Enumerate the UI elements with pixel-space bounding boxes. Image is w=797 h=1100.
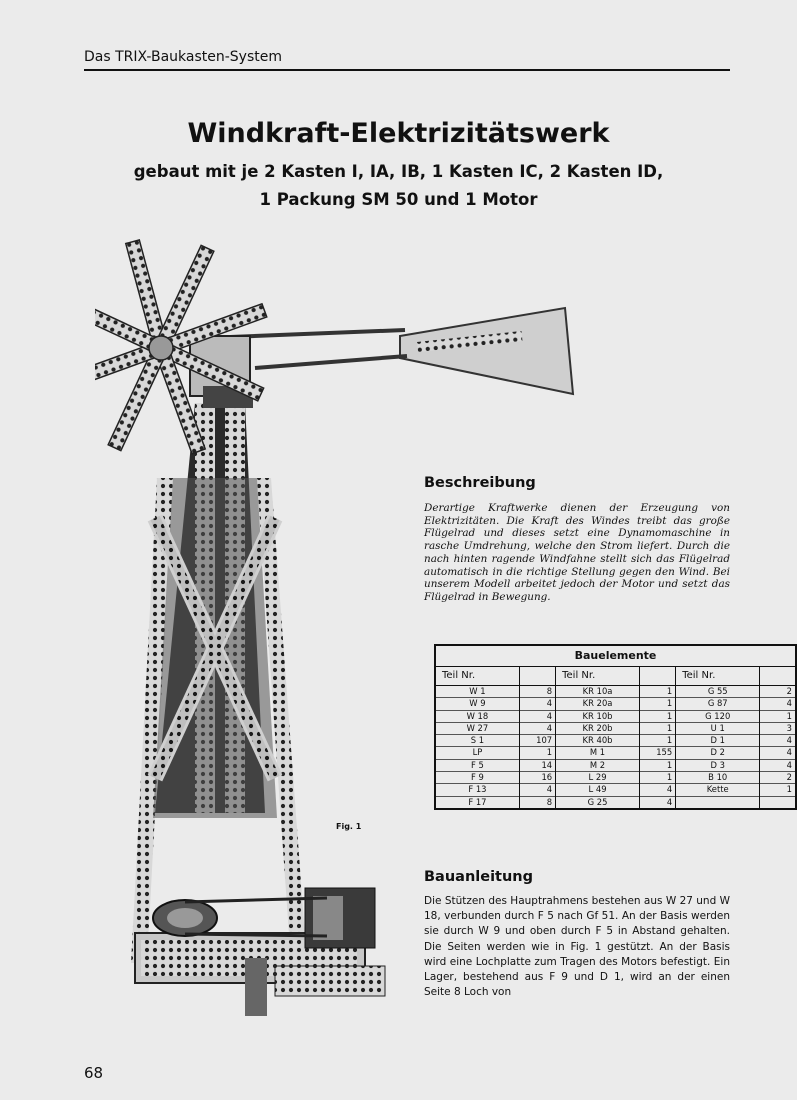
- part-quantity-cell: 4: [519, 722, 555, 734]
- part-number-cell: W 18: [435, 710, 519, 722]
- part-quantity-cell: 1: [639, 710, 675, 722]
- table-row: [435, 784, 796, 796]
- subtitle-line-2: 1 Packung SM 50 und 1 Motor: [259, 190, 538, 209]
- part-quantity-cell: 4: [519, 698, 555, 710]
- part-number-cell: KR 10a: [556, 686, 640, 698]
- part-quantity-cell: 1: [760, 784, 796, 796]
- part-quantity-cell: 2: [760, 686, 796, 698]
- page-number: 68: [84, 1064, 104, 1082]
- part-number-cell: G 120: [676, 710, 760, 722]
- column-header: Teil Nr.: [435, 667, 519, 686]
- part-number-cell: L 29: [556, 772, 640, 784]
- running-header: Das TRIX-Baukasten-System: [84, 49, 282, 65]
- table-row: [435, 796, 796, 809]
- part-number-cell: D 3: [676, 759, 760, 771]
- part-number-cell: W 1: [435, 686, 519, 698]
- part-number-cell: F 5: [435, 759, 519, 771]
- part-number-cell: KR 40b: [556, 735, 640, 747]
- subtitle-line-1: gebaut mit je 2 Kasten I, IA, IB, 1 Kasten IC, 2 Kasten ID,: [133, 162, 664, 181]
- part-quantity-cell: 1: [639, 698, 675, 710]
- part-quantity-cell: 8: [519, 796, 555, 809]
- part-number-cell: S 1: [435, 735, 519, 747]
- part-number-cell: W 9: [435, 698, 519, 710]
- header-rule: [84, 69, 730, 71]
- part-number-cell: G 87: [676, 698, 760, 710]
- column-header: Teil Nr.: [556, 667, 640, 686]
- part-quantity-cell: 1: [639, 686, 675, 698]
- column-header: Teil Nr.: [676, 667, 760, 686]
- part-quantity-cell: 4: [760, 747, 796, 759]
- table-row: [435, 686, 796, 698]
- table-row: [435, 747, 796, 759]
- part-quantity-cell: 1: [639, 759, 675, 771]
- part-number-cell: KR 20b: [556, 722, 640, 734]
- part-number-cell: D 1: [676, 735, 760, 747]
- part-quantity-cell: 1: [639, 735, 675, 747]
- part-number-cell: LP: [435, 747, 519, 759]
- table-row: [435, 722, 796, 734]
- instructions-text: Die Stützen des Hauptrahmens bestehen aus W 27 und W 18, verbunden durch F 5 nach Gf 51. An der Basis werden sie durch W 9 und oben durch F 5 in Abstand gehalten. Die Seiten werden wie in Fig. 1 gestützt. An der Basis wird eine Lochplatte zum Tragen des Motors befestigt. Ein Lager, bestehend aus F 9 und D 1, wird an der einen Seite 8 Loch von: [424, 895, 730, 999]
- part-number-cell: M 2: [556, 759, 640, 771]
- part-quantity-cell: 4: [760, 698, 796, 710]
- part-quantity-cell: [760, 796, 796, 809]
- part-quantity-cell: 1: [639, 722, 675, 734]
- part-quantity-cell: 4: [639, 796, 675, 809]
- part-number-cell: D 2: [676, 747, 760, 759]
- table-row: [435, 710, 796, 722]
- part-number-cell: W 27: [435, 722, 519, 734]
- parts-table-caption: Bauelemente: [435, 645, 796, 667]
- parts-table: [434, 644, 797, 810]
- description-heading: Beschreibung: [424, 475, 536, 491]
- part-number-cell: G 25: [556, 796, 640, 809]
- part-quantity-cell: 4: [760, 759, 796, 771]
- part-number-cell: F 13: [435, 784, 519, 796]
- part-quantity-cell: 2: [760, 772, 796, 784]
- part-number-cell: [676, 796, 760, 809]
- part-number-cell: KR 10b: [556, 710, 640, 722]
- part-quantity-cell: 14: [519, 759, 555, 771]
- table-row: [435, 735, 796, 747]
- part-quantity-cell: 4: [519, 710, 555, 722]
- part-number-cell: G 55: [676, 686, 760, 698]
- part-number-cell: B 10: [676, 772, 760, 784]
- part-quantity-cell: 1: [519, 747, 555, 759]
- part-number-cell: M 1: [556, 747, 640, 759]
- part-number-cell: U 1: [676, 722, 760, 734]
- part-quantity-cell: 1: [760, 710, 796, 722]
- part-quantity-cell: 155: [639, 747, 675, 759]
- part-quantity-cell: 4: [760, 735, 796, 747]
- part-number-cell: KR 20a: [556, 698, 640, 710]
- instructions-heading: Bauanleitung: [424, 869, 533, 885]
- page-title: Windkraft-Elektrizitätswerk: [187, 118, 610, 149]
- table-row: [435, 759, 796, 771]
- part-quantity-cell: 16: [519, 772, 555, 784]
- part-number-cell: L 49: [556, 784, 640, 796]
- part-number-cell: Kette: [676, 784, 760, 796]
- description-text: Derartige Kraftwerke dienen der Erzeugung von Elektrizitäten. Die Kraft des Windes treibt das große Flügelrad und dieses setzt eine Dynamomaschine in rasche Umdrehung, welche den Strom liefert. Durch die nach hinten ragende Windfahne stellt sich das Flügelrad automatisch in die richtige Stellung gegen den Wind. Bei unserem Modell arbeitet jedoch der Motor und setzt das Flügelrad in Bewegung.: [424, 502, 730, 603]
- part-quantity-cell: 8: [519, 686, 555, 698]
- figure-label: Fig. 1: [336, 822, 362, 831]
- part-quantity-cell: 4: [639, 784, 675, 796]
- part-quantity-cell: 107: [519, 735, 555, 747]
- table-row: [435, 772, 796, 784]
- part-quantity-cell: 3: [760, 722, 796, 734]
- part-number-cell: F 9: [435, 772, 519, 784]
- part-quantity-cell: 4: [519, 784, 555, 796]
- part-number-cell: F 17: [435, 796, 519, 809]
- table-row: [435, 698, 796, 710]
- part-quantity-cell: 1: [639, 772, 675, 784]
